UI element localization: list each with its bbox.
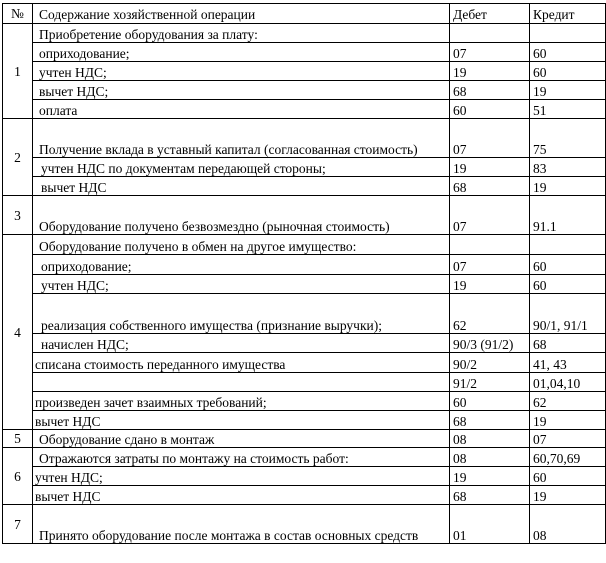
operation-description: вычет НДС; (33, 81, 450, 100)
operation-description: учтен НДС; (33, 275, 450, 294)
table-row (3, 353, 606, 373)
debit-account: 68 (450, 177, 530, 196)
table-row (3, 81, 606, 100)
operation-description: реализация собственного имущества (признание выручки); (33, 294, 450, 334)
table-row (3, 119, 606, 158)
debit-account: 68 (450, 486, 530, 505)
operation-description: начислен НДС; (33, 334, 450, 353)
credit-account: 19 (530, 177, 606, 196)
debit-account: 07 (450, 119, 530, 158)
debit-account: 07 (450, 196, 530, 235)
debit-account: 07 (450, 43, 530, 62)
debit-account (450, 235, 530, 255)
credit-account: 91.1 (530, 196, 606, 235)
debit-account: 19 (450, 467, 530, 486)
operation-description: Отражаются затраты по монтажу на стоимость работ: (33, 448, 450, 467)
table-row (3, 430, 606, 448)
operation-number: 3 (3, 196, 33, 235)
operation-description: учтен НДС; (33, 62, 450, 81)
credit-account: 41, 43 (530, 353, 606, 373)
operation-number: 5 (3, 430, 33, 448)
debit-account: 62 (450, 294, 530, 334)
credit-account: 60 (530, 275, 606, 294)
operation-description (33, 373, 450, 392)
credit-account: 90/1, 91/1 (530, 294, 606, 334)
operation-description: учтен НДС по документам передающей стороны; (33, 158, 450, 177)
debit-account: 60 (450, 392, 530, 411)
credit-account (530, 235, 606, 255)
credit-account: 68 (530, 334, 606, 353)
operation-description: Приобретение оборудования за плату: (33, 24, 450, 43)
credit-account: 60 (530, 255, 606, 275)
debit-account: 07 (450, 255, 530, 275)
table-row (3, 467, 606, 486)
operation-number: 1 (3, 24, 33, 119)
operation-description: оплата (33, 100, 450, 119)
credit-account: 60 (530, 467, 606, 486)
debit-account: 68 (450, 81, 530, 100)
operations-table-body (3, 4, 606, 544)
debit-account: 01 (450, 505, 530, 544)
credit-account: 19 (530, 81, 606, 100)
operation-description: оприходование; (33, 255, 450, 275)
header-num: № (3, 4, 33, 24)
operation-description: вычет НДС (33, 177, 450, 196)
header-debit: Дебет (450, 4, 530, 24)
debit-account: 90/2 (450, 353, 530, 373)
table-row (3, 235, 606, 255)
debit-account: 19 (450, 275, 530, 294)
credit-account: 60 (530, 43, 606, 62)
table-row (3, 24, 606, 43)
operation-description: произведен зачет взаимных требований; (33, 392, 450, 411)
credit-account: 83 (530, 158, 606, 177)
header-credit: Кредит (530, 4, 606, 24)
operation-description: вычет НДС (33, 486, 450, 505)
operation-description: Оборудование получено безвозмездно (рыночная стоимость) (33, 196, 450, 235)
table-row (3, 294, 606, 334)
operation-number: 4 (3, 235, 33, 430)
debit-account: 08 (450, 430, 530, 448)
table-row (3, 486, 606, 505)
operation-description: Оборудование сдано в монтаж (33, 430, 450, 448)
operation-description: Принято оборудование после монтажа в состав основных средств (33, 505, 450, 544)
credit-account: 01,04,10 (530, 373, 606, 392)
table-row (3, 275, 606, 294)
table-row (3, 177, 606, 196)
table-row (3, 373, 606, 392)
operation-number: 7 (3, 505, 33, 544)
operation-description: списана стоимость переданного имущества (33, 353, 450, 373)
header-row (3, 4, 606, 24)
credit-account: 19 (530, 486, 606, 505)
debit-account: 90/3 (91/2) (450, 334, 530, 353)
table-row (3, 411, 606, 430)
table-row (3, 448, 606, 467)
credit-account: 60 (530, 62, 606, 81)
table-row (3, 100, 606, 119)
debit-account: 68 (450, 411, 530, 430)
operation-number: 6 (3, 448, 33, 505)
credit-account: 75 (530, 119, 606, 158)
credit-account: 07 (530, 430, 606, 448)
table-row (3, 196, 606, 235)
debit-account (450, 24, 530, 43)
table-row (3, 43, 606, 62)
debit-account: 91/2 (450, 373, 530, 392)
operation-description: оприходование; (33, 43, 450, 62)
credit-account: 19 (530, 411, 606, 430)
debit-account: 19 (450, 62, 530, 81)
debit-account: 08 (450, 448, 530, 467)
operation-description: учтен НДС; (33, 467, 450, 486)
credit-account: 08 (530, 505, 606, 544)
table-row (3, 62, 606, 81)
operation-description: Оборудование получено в обмен на другое имущество: (33, 235, 450, 255)
operations-table (2, 3, 606, 544)
table-row (3, 158, 606, 177)
table-row (3, 392, 606, 411)
table-row (3, 334, 606, 353)
credit-account: 60,70,69 (530, 448, 606, 467)
credit-account: 62 (530, 392, 606, 411)
operation-description: вычет НДС (33, 411, 450, 430)
table-row (3, 505, 606, 544)
operation-description: Получение вклада в уставный капитал (согласованная стоимость) (33, 119, 450, 158)
credit-account: 51 (530, 100, 606, 119)
operation-number: 2 (3, 119, 33, 196)
header-content: Содержание хозяйственной операции (33, 4, 450, 24)
debit-account: 60 (450, 100, 530, 119)
debit-account: 19 (450, 158, 530, 177)
table-row (3, 255, 606, 275)
credit-account (530, 24, 606, 43)
